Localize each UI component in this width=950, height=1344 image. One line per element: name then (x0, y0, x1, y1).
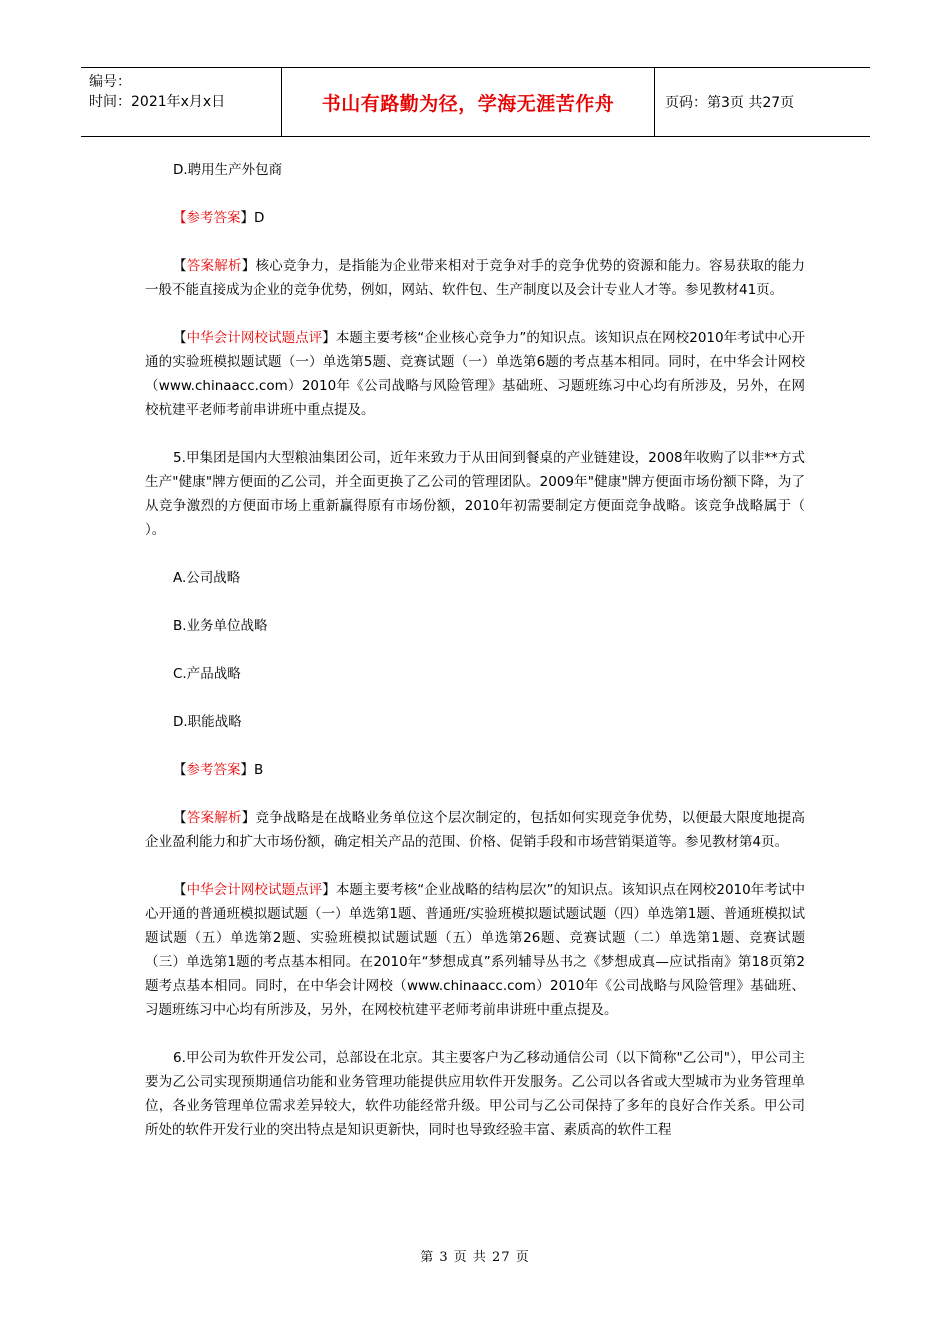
review-text: 本题主要考核“企业核心竞争力”的知识点。该知识点在网校2010年考试中心开通的实验班模拟题试题（一）单选第5题、竞赛试题（一）单选第6题的考点基本相同。同时，在中华会计网校（www.chinaacc.com）2010年《公司战略与风险管理》基础班、习题班练习中心均有所涉及，另外，在网校杭建平老师考前串讲班中重点提及。 (145, 330, 806, 418)
header-page-label: 页码：第3页 共27页 (665, 95, 795, 111)
question-6: 6.甲公司为软件开发公司，总部设在北京。其主要客户为乙移动通信公司（以下简称"乙公司"），甲公司主要为乙公司实现预期通信功能和业务管理功能提供应用软件开发服务。乙公司以各省或大型城市为业务管理单位，各业务管理单位需求差异较大，软件功能经常升级。甲公司与乙公司保持了多年的良好合作关系。甲公司所处的软件开发行业的突出特点是知识更新快，同时也导致经验丰富、素质高的软件工程 (145, 1050, 805, 1138)
review-label: 中华会计网校试题点评 (186, 882, 323, 898)
document-body (145, 158, 805, 1142)
q4-review: 【中华会计网校试题点评】本题主要考核“企业核心竞争力”的知识点。该知识点在网校2010年考试中心开通的实验班模拟题试题（一）单选第5题、竞赛试题（一）单选第6题的考点基本相同。同时，在中华会计网校（www.chinaacc.com）2010年《公司战略与风险管理》基础班、习题班练习中心均有所涉及，另外，在网校杭建平老师考前串讲班中重点提及。 (145, 330, 806, 418)
answer-value: B (254, 762, 264, 778)
answer-label: 参考答案 (186, 210, 241, 226)
q5-option-c: C.产品战略 (173, 666, 241, 682)
page-header (81, 67, 870, 137)
analysis-text: 核心竞争力，是指能为企业带来相对于竞争对手的竞争优势的资源和能力。容易获取的能力一般不能直接成为企业的竞争优势，例如，网站、软件包、生产制度以及会计专业人才等。参见教材41页。 (145, 258, 806, 298)
q4-analysis: 【答案解析】核心竞争力，是指能为企业带来相对于竞争对手的竞争优势的资源和能力。容易获取的能力一般不能直接成为企业的竞争优势，例如，网站、软件包、生产制度以及会计专业人才等。参见教材41页。 (145, 258, 806, 298)
question-5: 5.甲集团是国内大型粮油集团公司，近年来致力于从田间到餐桌的产业链建设，2008年收购了以非**方式生产"健康"牌方便面的乙公司，并全面更换了乙公司的管理团队。2009年"健康"牌方便面市场份额下降，为了从竞争激烈的方便面市场上重新赢得原有市场份额，2010年初需要制定方便面竞争战略。该竞争战略属于（ ）。 (145, 450, 805, 538)
q4-option-d: D.聘用生产外包商 (173, 162, 283, 178)
analysis-label: 答案解析 (186, 258, 242, 274)
answer-label: 参考答案 (186, 762, 241, 778)
header-left-cell (81, 68, 282, 136)
header-motto: 书山有路勤为径，学海无涯苦作舟 (282, 68, 655, 136)
analysis-label: 答案解析 (186, 810, 242, 826)
q5-review: 【中华会计网校试题点评】本题主要考核“企业战略的结构层次”的知识点。该知识点在网校2010年考试中心开通的普通班模拟题试题（一）单选第1题、普通班/实验班模拟题试题试题（四）单选第1题、普通班模拟试题试题（五）单选第2题、实验班模拟试题试题（五）单选第26题、竞赛试题（二）单选第1题、竞赛试题（三）单选第1题的考点基本相同。在2010年“梦想成真”系列辅导丛书之《梦想成真—应试指南》第18页第2题考点基本相同。同时，在中华会计网校（www.chinaacc.com）2010年《公司战略与风险管理》基础班、习题班练习中心均有所涉及，另外，在网校杭建平老师考前串讲班中重点提及。 (145, 882, 806, 1018)
q5-option-d: D.职能战略 (173, 714, 242, 730)
q4-answer: 【参考答案】D (173, 210, 265, 226)
analysis-text: 竞争战略是在战略业务单位这个层次制定的，包括如何实现竞争优势，以便最大限度地提高企业盈利能力和扩大市场份额，确定相关产品的范围、价格、促销手段和市场营销渠道等。参见教材第4页。 (145, 810, 806, 850)
doc-date-label: 时间：2021年x月x日 (89, 94, 226, 110)
doc-number-label: 编号： (89, 74, 131, 90)
q5-answer: 【参考答案】B (173, 762, 264, 778)
q5-option-b: B.业务单位战略 (173, 618, 268, 634)
answer-value: D (254, 210, 265, 226)
page-footer: 第 3 页 共 27 页 (420, 1250, 530, 1265)
review-text: 本题主要考核“企业战略的结构层次”的知识点。该知识点在网校2010年考试中心开通的普通班模拟题试题（一）单选第1题、普通班/实验班模拟题试题试题（四）单选第1题、普通班模拟试题试题（五）单选第2题、实验班模拟试题试题（五）单选第26题、竞赛试题（二）单选第1题、竞赛试题（三）单选第1题的考点基本相同。在2010年“梦想成真”系列辅导丛书之《梦想成真—应试指南》第18页第2题考点基本相同。同时，在中华会计网校（www.chinaacc.com）2010年《公司战略与风险管理》基础班、习题班练习中心均有所涉及，另外，在网校杭建平老师考前串讲班中重点提及。 (145, 882, 806, 1018)
q5-option-a: A.公司战略 (173, 570, 241, 586)
review-label: 中华会计网校试题点评 (186, 330, 323, 346)
q5-analysis: 【答案解析】竞争战略是在战略业务单位这个层次制定的，包括如何实现竞争优势，以便最大限度地提高企业盈利能力和扩大市场份额，确定相关产品的范围、价格、促销手段和市场营销渠道等。参见教材第4页。 (145, 810, 806, 850)
